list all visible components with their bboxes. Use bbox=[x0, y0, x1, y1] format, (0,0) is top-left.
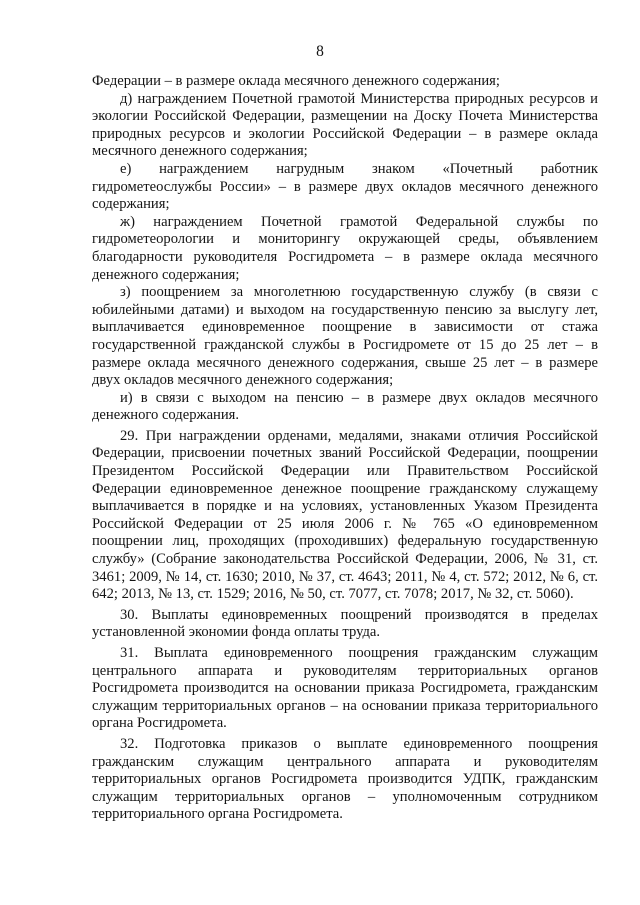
page-number: 8 bbox=[316, 43, 324, 60]
paragraph-item-z: з) поощрением за многолетнюю государственную службу (в связи с юбилейными датами) и выходом на государственную пенсию за выслугу лет, выплачивается единовременное поощрение в зависимости от стажа государственной гражданской службы в Росгидромете от 15 до 25 лет – в размере оклада месячного денежного содержания, свыше 25 лет – в размере двух окладов месячного денежного содержания; bbox=[92, 284, 598, 389]
paragraph-item-d: д) награждением Почетной грамотой Министерства природных ресурсов и экологии Российской Федерации, размещении на Доску Почета Министерства природных ресурсов и экологии Российской Федерации – в размере оклада месячного денежного содержания; bbox=[92, 90, 598, 160]
paragraph-30: 30. Выплаты единовременных поощрений производятся в пределах установленной экономии фонда оплаты труда. bbox=[92, 606, 598, 641]
paragraph-29: 29. При награждении орденами, медалями, знаками отличия Российской Федерации, присвоении почетных званий Российской Федерации, поощрении Президентом Российской Федерации или Правительством Российской Федерации единовременное денежное поощрение гражданскому служащему выплачивается в порядке и на условиях, установленных Указом Президента Российской Федерации от 25 июля 2006 г. № 765 «О единовременном поощрении лиц, проходящих (проходивших) федеральную государственную службу» (Собрание законодательства Российской Федерации, 2006, № 31, ст. 3461; 2009, № 14, ст. 1630; 2010, № 37, ст. 4643; 2011, № 4, ст. 572; 2012, № 6, ст. 642; 2013, № 13, ст. 1529; 2016, № 50, ст. 7077, ст. 7078; 2017, № 32, ст. 5060). bbox=[92, 427, 598, 603]
paragraph-item-e: е) награждением нагрудным знаком «Почетный работник гидрометеослужбы России» – в размере двух окладов месячного денежного содержания; bbox=[92, 160, 598, 213]
paragraph-32: 32. Подготовка приказов о выплате единовременного поощрения гражданским служащим центрального аппарата и руководителям территориальных органов Росгидромета производится УДПК, гражданским служащим территориальных органов – уполномоченным сотрудником территориального органа Росгидромета. bbox=[92, 735, 598, 823]
paragraph-continuation: Федерации – в размере оклада месячного денежного содержания; bbox=[92, 73, 500, 89]
paragraph-item-i: и) в связи с выходом на пенсию – в размере двух окладов месячного денежного содержания. bbox=[92, 389, 598, 424]
document-body bbox=[92, 73, 598, 824]
paragraph-31: 31. Выплата единовременного поощрения гражданским служащим центрального аппарата и руководителям территориальных органов Росгидромета производится на основании приказа Росгидромета, гражданским служащим территориальных органов – на основании приказа территориального органа Росгидромета. bbox=[92, 645, 598, 732]
paragraph-item-zh: ж) награждением Почетной грамотой Федеральной службы по гидрометеорологии и мониторингу окружающей среды, объявлением благодарности руководителя Росгидромета – в размере оклада месячного денежного содержания; bbox=[92, 213, 598, 283]
